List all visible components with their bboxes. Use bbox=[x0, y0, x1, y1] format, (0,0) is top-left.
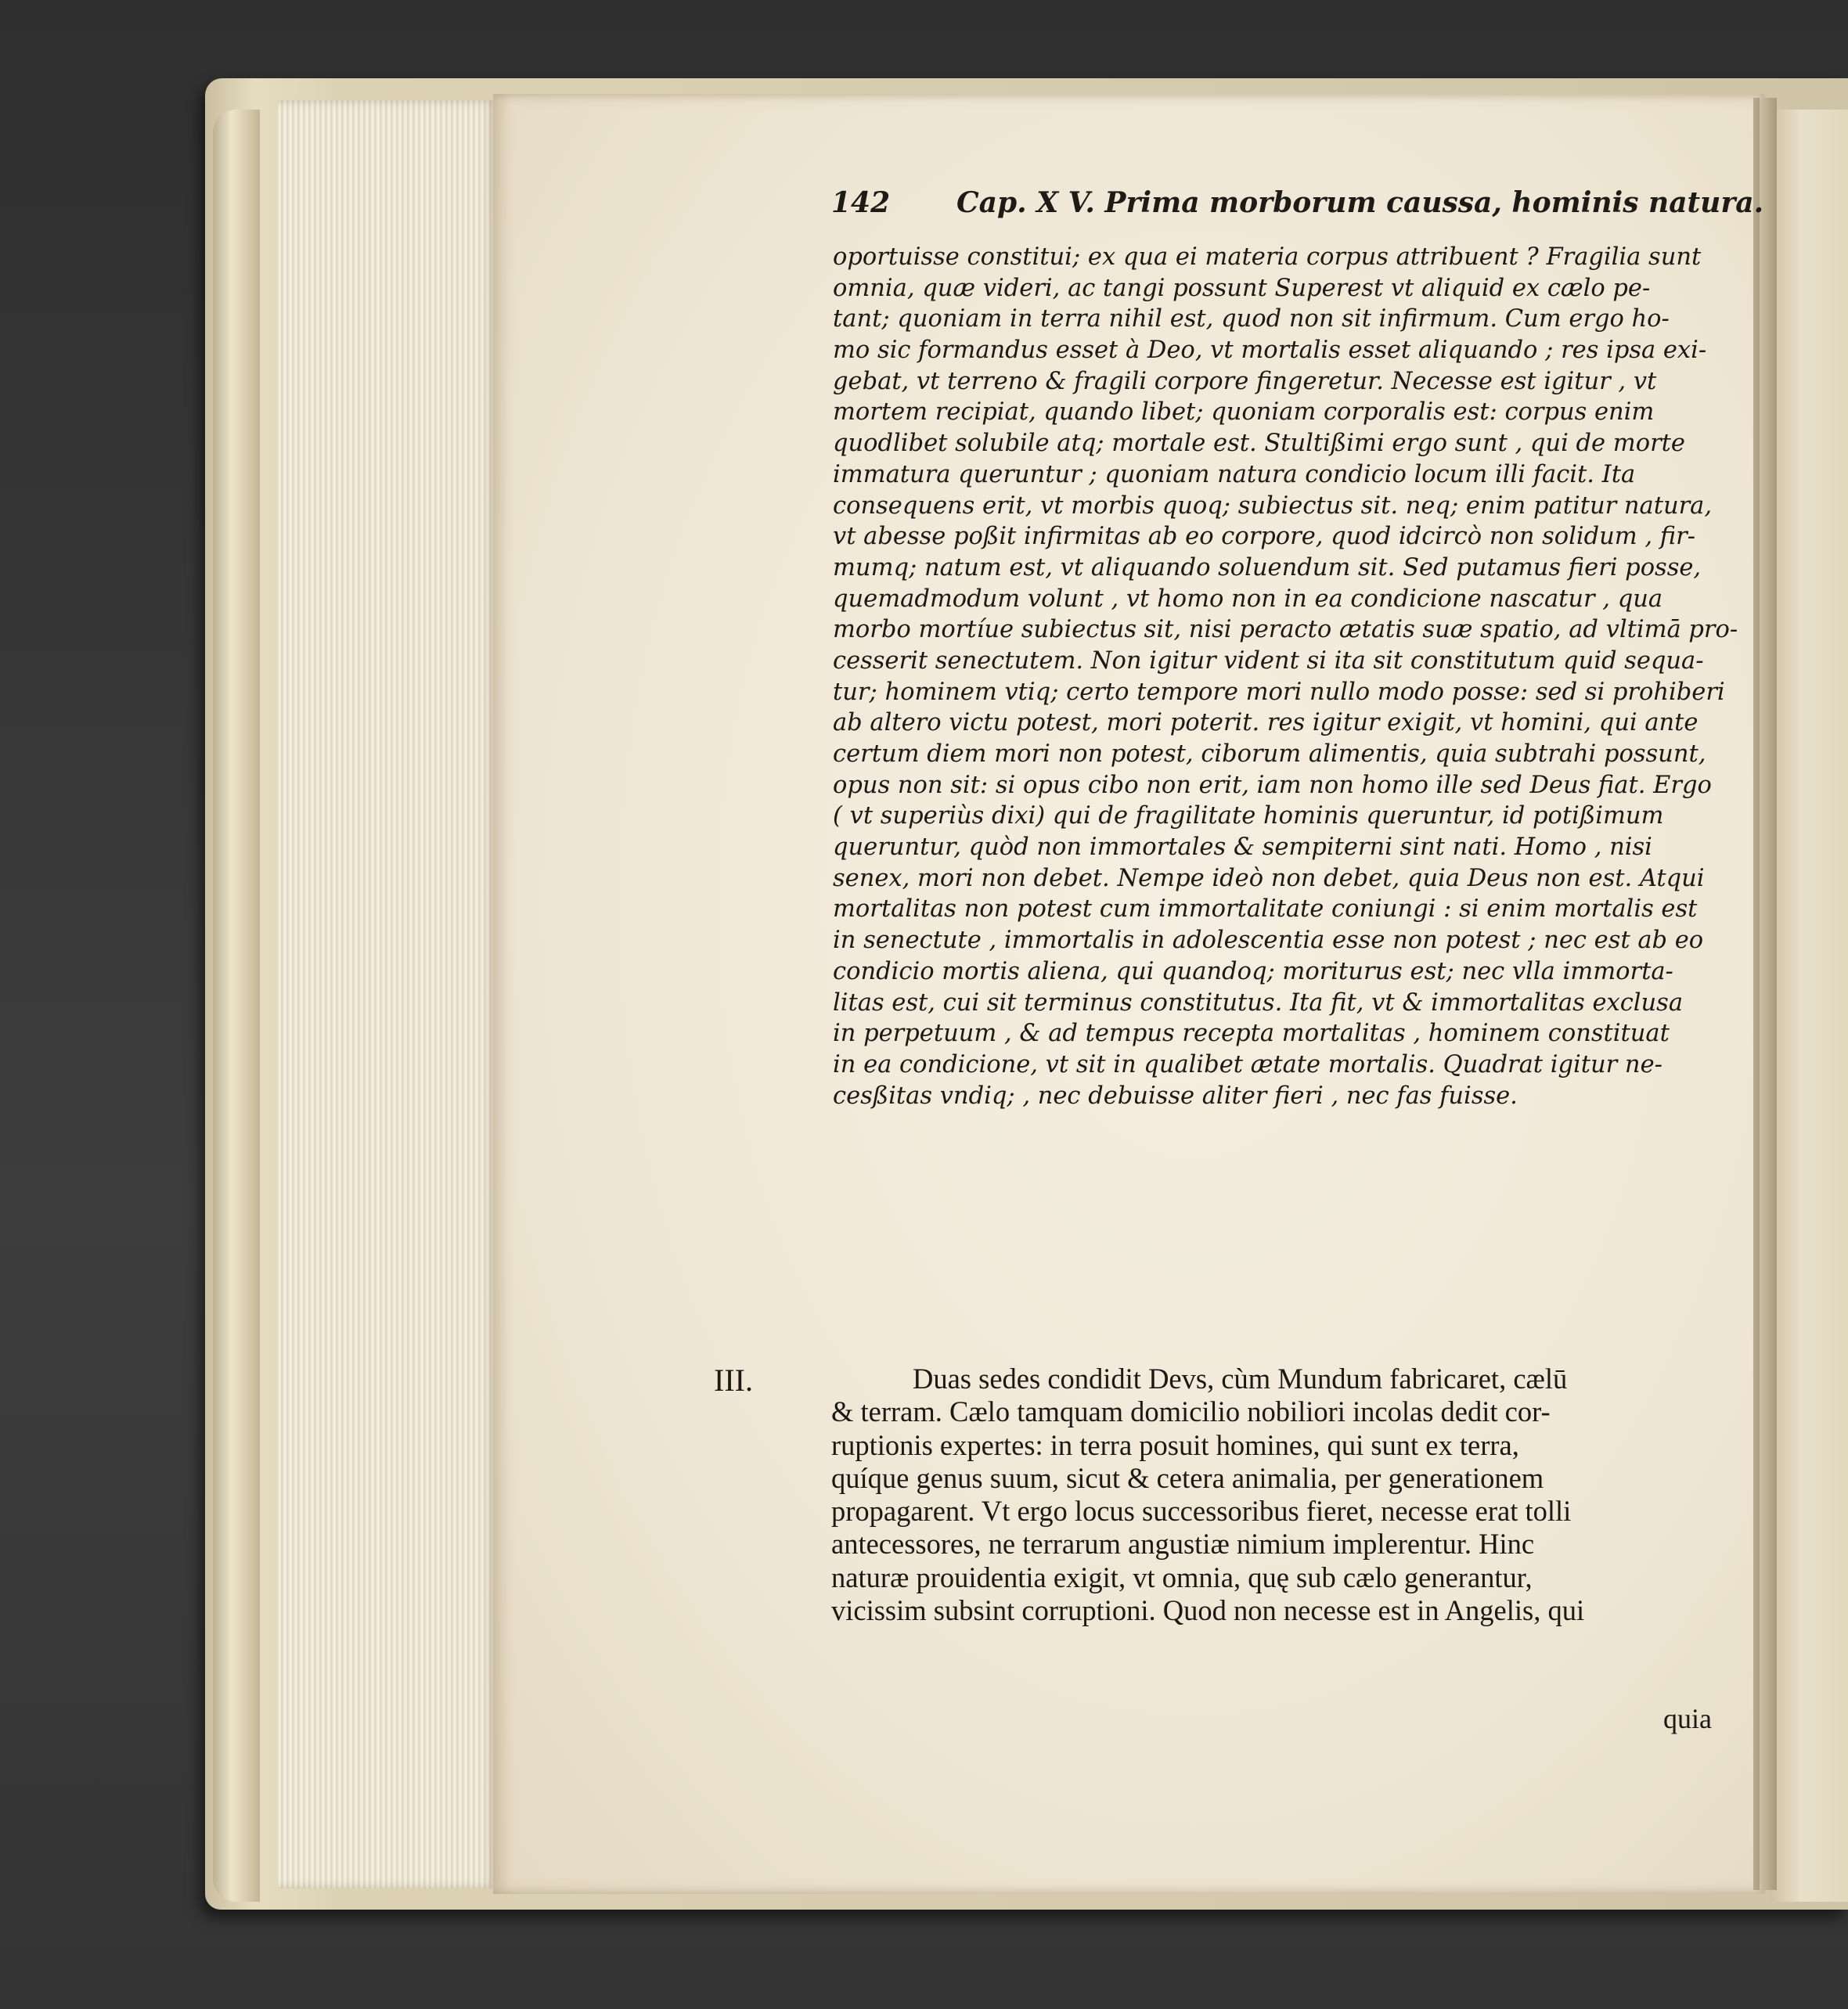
text-line: litas est, cui sit terminus constitutus. Ita fit, vt & immortalitas exclusa bbox=[833, 988, 1684, 1017]
text-line: antecessores, ne terrarum angustiæ nimium implerentur. Hinc bbox=[831, 1528, 1535, 1561]
text-line: consequens erit, vt morbis quoq; subiectus sit. neq; enim patitur natura, bbox=[833, 491, 1713, 520]
text-line: Duas sedes condidit Devs, cùm Mundum fabricaret, cælū bbox=[913, 1363, 1568, 1395]
text-line: in perpetuum , & ad tempus recepta mortalitas , hominem constituat bbox=[833, 1020, 1670, 1048]
text-line: immatura queruntur ; quoniam natura condicio locum illi facit. Ita bbox=[833, 460, 1636, 488]
text-line: quíque genus suum, sicut & cetera animalia, per generationem bbox=[831, 1461, 1544, 1494]
text-line: mortem recipiat, quando libet; quoniam corporalis est: corpus enim bbox=[833, 398, 1655, 427]
text-line: mortalitas non potest cum immortalitate coniungi : si enim mortalis est bbox=[833, 895, 1698, 923]
text-line: tur; hominem vtiq; certo tempore mori nullo modo posse: sed si prohiberi bbox=[833, 678, 1725, 706]
page-number: 142 bbox=[831, 186, 891, 219]
text-line: quodlibet solubile atq; mortale est. Stultißimi ergo sunt , qui de morte bbox=[833, 430, 1685, 458]
text-line: senex, mori non debet. Nempe ideò non debet, quia Deus non est. Atqui bbox=[833, 864, 1705, 892]
text-line: vt abesse poßit infirmitas ab eo corpore, quod idcircò non solidum , fir- bbox=[833, 523, 1696, 551]
text-line: ab altero victu potest, mori poterit. res igitur exigit, vt homini, qui ante bbox=[833, 709, 1699, 737]
text-line: tant; quoniam in terra nihil est, quod non sit infirmum. Cum ergo ho- bbox=[833, 305, 1670, 333]
page-header bbox=[831, 186, 1764, 233]
text-line: cesserit senectutem. Non igitur vident si ita sit constitutum quid sequa- bbox=[833, 646, 1704, 675]
text-line: & terram. Cælo tamquam domicilio nobiliori incolas dedit cor- bbox=[831, 1395, 1551, 1428]
catchword: quia bbox=[1663, 1703, 1712, 1734]
text-line: queruntur, quòd non immortales & sempiterni sint nati. Homo , nisi bbox=[833, 833, 1652, 862]
book-spine bbox=[213, 110, 260, 1902]
text-line: mumq; natum est, vt aliquando soluendum sit. Sed putamus fieri posse, bbox=[833, 553, 1702, 581]
text-line: in senectute , immortalis in adolescentia esse non potest ; nec est ab eo bbox=[833, 927, 1704, 955]
text-line: ruptionis expertes: in terra posuit homines, qui sunt ex terra, bbox=[831, 1428, 1519, 1461]
text-line: opus non sit: si opus cibo non erit, iam non homo ille sed Deus fiat. Ergo bbox=[833, 771, 1712, 799]
italic-text-block bbox=[833, 242, 1741, 1111]
text-line: quemadmodum volunt , vt homo non in ea condicione nascatur , qua bbox=[833, 585, 1663, 613]
text-line: condicio mortis aliena, qui quandoq; moriturus est; nec vlla immorta- bbox=[833, 957, 1673, 985]
roman-text-block bbox=[831, 1363, 1743, 1627]
text-line: oportuisse constitui; ex qua ei materia corpus attribuent ? Fragilia sunt bbox=[833, 243, 1702, 271]
facing-page-edge bbox=[1771, 110, 1848, 1902]
text-line: ( vt superiùs dixi) qui de fragilitate hominis queruntur, id potißimum bbox=[833, 802, 1664, 830]
running-title: Cap. X V. Prima morborum caussa, hominis natura. bbox=[956, 186, 1764, 219]
gutter-shadow bbox=[1753, 98, 1760, 1890]
text-line: in ea condicione, vt sit in qualibet ætate mortalis. Quadrat igitur ne- bbox=[833, 1050, 1662, 1078]
text-line: morbo mortíue subiectus sit, nisi peracto ætatis suæ spatio, ad vltimā pro- bbox=[833, 616, 1738, 644]
section-number: III. bbox=[714, 1363, 753, 1398]
text-line: propagarent. Vt ergo locus successoribus fieret, necesse erat tolli bbox=[831, 1495, 1572, 1528]
text-line: gebat, vt terreno & fragili corpore fingeretur. Necesse est igitur , vt bbox=[833, 367, 1657, 395]
text-line: naturæ prouidentia exigit, vt omnia, quę sub cælo generantur, bbox=[831, 1561, 1533, 1593]
page-stack-edge bbox=[278, 100, 497, 1888]
text-line: omnia, quæ videri, ac tangi possunt Superest vt aliquid ex cælo pe- bbox=[833, 274, 1651, 302]
text-line: mo sic formandus esset à Deo, vt mortalis esset aliquando ; res ipsa exi- bbox=[833, 337, 1707, 365]
text-line: certum diem mori non potest, ciborum alimentis, quia subtrahi possunt, bbox=[833, 740, 1706, 768]
text-line: cesßitas vndiq; , nec debuisse aliter fieri , nec fas fuisse. bbox=[833, 1082, 1518, 1110]
text-line: vicissim subsint corruptioni. Quod non necesse est in Angelis, qui bbox=[831, 1594, 1585, 1627]
